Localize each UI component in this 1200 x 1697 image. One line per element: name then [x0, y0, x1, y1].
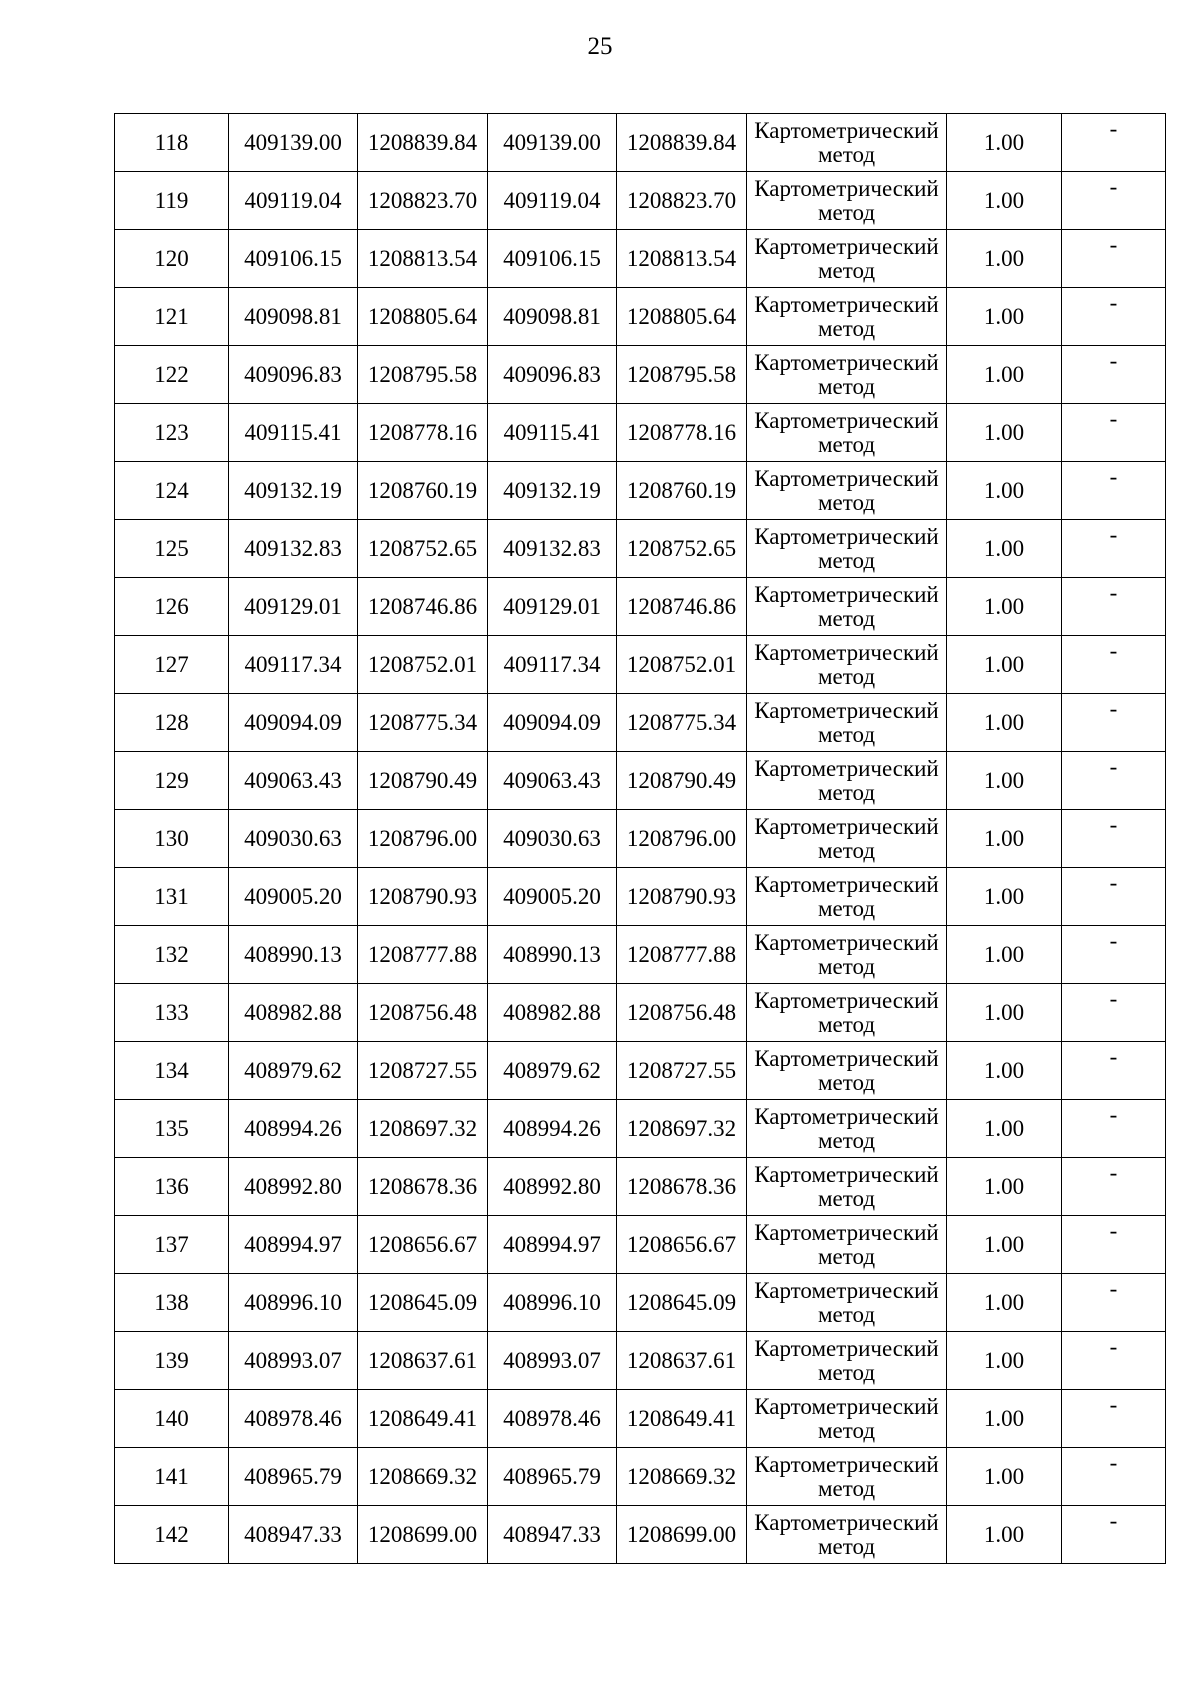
y-new-cell: 1208699.00	[617, 1506, 747, 1564]
method-line-2: метод	[817, 837, 876, 863]
y-new-cell: 1208839.84	[617, 114, 747, 172]
note-cell: -	[1062, 578, 1166, 636]
method-line-1: Картометрический	[754, 1277, 939, 1303]
table-body	[115, 114, 1166, 1564]
method-line-1: Картометрический	[754, 639, 939, 665]
method-cell	[747, 462, 947, 520]
x-new-cell: 409094.09	[488, 694, 617, 752]
y-existing-cell: 1208697.32	[358, 1100, 488, 1158]
x-new-cell: 409063.43	[488, 752, 617, 810]
y-new-cell: 1208796.00	[617, 810, 747, 868]
x-new-cell: 409129.01	[488, 578, 617, 636]
method-line-1: Картометрический	[754, 755, 939, 781]
x-existing-cell: 409063.43	[229, 752, 358, 810]
note-cell: -	[1062, 1042, 1166, 1100]
x-new-cell: 408979.62	[488, 1042, 617, 1100]
y-new-cell: 1208813.54	[617, 230, 747, 288]
point-number-cell: 128	[115, 694, 229, 752]
x-existing-cell: 408993.07	[229, 1332, 358, 1390]
table-row	[115, 1332, 1166, 1390]
method-line-1: Картометрический	[754, 1045, 939, 1071]
method-line-1: Картометрический	[754, 987, 939, 1013]
y-new-cell: 1208775.34	[617, 694, 747, 752]
x-existing-cell: 409005.20	[229, 868, 358, 926]
y-existing-cell: 1208752.65	[358, 520, 488, 578]
method-cell	[747, 520, 947, 578]
accuracy-cell: 1.00	[947, 172, 1062, 230]
method-line-1: Картометрический	[754, 291, 939, 317]
method-line-1: Картометрический	[754, 697, 939, 723]
point-number-cell: 132	[115, 926, 229, 984]
x-existing-cell: 409129.01	[229, 578, 358, 636]
table-row	[115, 1158, 1166, 1216]
method-line-2: метод	[817, 547, 876, 573]
method-line-2: метод	[817, 315, 876, 341]
point-number-cell: 136	[115, 1158, 229, 1216]
x-existing-cell: 408996.10	[229, 1274, 358, 1332]
accuracy-cell: 1.00	[947, 1506, 1062, 1564]
x-new-cell: 408965.79	[488, 1448, 617, 1506]
method-line-1: Картометрический	[754, 1509, 939, 1535]
accuracy-cell: 1.00	[947, 1158, 1062, 1216]
y-new-cell: 1208752.01	[617, 636, 747, 694]
x-new-cell: 408994.97	[488, 1216, 617, 1274]
y-existing-cell: 1208649.41	[358, 1390, 488, 1448]
y-new-cell: 1208678.36	[617, 1158, 747, 1216]
note-cell: -	[1062, 1216, 1166, 1274]
point-number-cell: 141	[115, 1448, 229, 1506]
note-cell: -	[1062, 230, 1166, 288]
point-number-cell: 121	[115, 288, 229, 346]
method-cell	[747, 868, 947, 926]
y-new-cell: 1208752.65	[617, 520, 747, 578]
point-number-cell: 120	[115, 230, 229, 288]
table-row	[115, 114, 1166, 172]
y-existing-cell: 1208790.49	[358, 752, 488, 810]
y-existing-cell: 1208813.54	[358, 230, 488, 288]
point-number-cell: 129	[115, 752, 229, 810]
x-new-cell: 409132.19	[488, 462, 617, 520]
x-existing-cell: 408978.46	[229, 1390, 358, 1448]
table-row	[115, 868, 1166, 926]
x-new-cell: 409117.34	[488, 636, 617, 694]
y-existing-cell: 1208752.01	[358, 636, 488, 694]
y-existing-cell: 1208637.61	[358, 1332, 488, 1390]
note-cell: -	[1062, 1100, 1166, 1158]
method-line-1: Картометрический	[754, 813, 939, 839]
table-row	[115, 1100, 1166, 1158]
y-existing-cell: 1208678.36	[358, 1158, 488, 1216]
x-existing-cell: 408990.13	[229, 926, 358, 984]
method-cell	[747, 926, 947, 984]
method-line-2: метод	[817, 1417, 876, 1443]
method-line-2: метод	[817, 1243, 876, 1269]
y-existing-cell: 1208805.64	[358, 288, 488, 346]
table-row	[115, 172, 1166, 230]
method-cell	[747, 230, 947, 288]
y-new-cell: 1208760.19	[617, 462, 747, 520]
x-new-cell: 408947.33	[488, 1506, 617, 1564]
method-line-2: метод	[817, 141, 876, 167]
table-row	[115, 462, 1166, 520]
point-number-cell: 137	[115, 1216, 229, 1274]
y-new-cell: 1208795.58	[617, 346, 747, 404]
point-number-cell: 138	[115, 1274, 229, 1332]
accuracy-cell: 1.00	[947, 984, 1062, 1042]
x-new-cell: 409139.00	[488, 114, 617, 172]
method-cell	[747, 404, 947, 462]
method-line-2: метод	[817, 257, 876, 283]
x-existing-cell: 409115.41	[229, 404, 358, 462]
accuracy-cell: 1.00	[947, 1216, 1062, 1274]
method-line-1: Картометрический	[754, 1451, 939, 1477]
table-row	[115, 752, 1166, 810]
method-cell	[747, 578, 947, 636]
x-new-cell: 408982.88	[488, 984, 617, 1042]
accuracy-cell: 1.00	[947, 520, 1062, 578]
table-row	[115, 636, 1166, 694]
method-line-1: Картометрический	[754, 1219, 939, 1245]
x-existing-cell: 409030.63	[229, 810, 358, 868]
accuracy-cell: 1.00	[947, 404, 1062, 462]
y-new-cell: 1208656.67	[617, 1216, 747, 1274]
method-cell	[747, 1274, 947, 1332]
x-existing-cell: 409117.34	[229, 636, 358, 694]
method-cell	[747, 1216, 947, 1274]
method-line-1: Картометрический	[754, 581, 939, 607]
method-line-2: метод	[817, 953, 876, 979]
point-number-cell: 123	[115, 404, 229, 462]
y-new-cell: 1208649.41	[617, 1390, 747, 1448]
point-number-cell: 140	[115, 1390, 229, 1448]
method-cell	[747, 1042, 947, 1100]
note-cell: -	[1062, 1332, 1166, 1390]
accuracy-cell: 1.00	[947, 1274, 1062, 1332]
y-new-cell: 1208746.86	[617, 578, 747, 636]
note-cell: -	[1062, 1274, 1166, 1332]
method-line-2: метод	[817, 1069, 876, 1095]
x-existing-cell: 408947.33	[229, 1506, 358, 1564]
table-row	[115, 520, 1166, 578]
table-row	[115, 1274, 1166, 1332]
y-new-cell: 1208669.32	[617, 1448, 747, 1506]
y-new-cell: 1208823.70	[617, 172, 747, 230]
accuracy-cell: 1.00	[947, 1100, 1062, 1158]
accuracy-cell: 1.00	[947, 114, 1062, 172]
method-line-2: метод	[817, 1359, 876, 1385]
y-new-cell: 1208778.16	[617, 404, 747, 462]
method-cell	[747, 810, 947, 868]
y-existing-cell: 1208823.70	[358, 172, 488, 230]
method-cell	[747, 172, 947, 230]
method-cell	[747, 1158, 947, 1216]
method-line-1: Картометрический	[754, 929, 939, 955]
y-existing-cell: 1208756.48	[358, 984, 488, 1042]
x-new-cell: 409115.41	[488, 404, 617, 462]
point-number-cell: 130	[115, 810, 229, 868]
point-number-cell: 127	[115, 636, 229, 694]
point-number-cell: 134	[115, 1042, 229, 1100]
method-line-2: метод	[817, 373, 876, 399]
x-existing-cell: 409139.00	[229, 114, 358, 172]
method-line-1: Картометрический	[754, 1393, 939, 1419]
y-existing-cell: 1208645.09	[358, 1274, 488, 1332]
table-row	[115, 1042, 1166, 1100]
method-line-2: метод	[817, 1185, 876, 1211]
table-row	[115, 1448, 1166, 1506]
table-row	[115, 230, 1166, 288]
x-existing-cell: 408965.79	[229, 1448, 358, 1506]
note-cell: -	[1062, 810, 1166, 868]
x-existing-cell: 409106.15	[229, 230, 358, 288]
table-row	[115, 1390, 1166, 1448]
method-line-2: метод	[817, 199, 876, 225]
accuracy-cell: 1.00	[947, 1390, 1062, 1448]
method-line-2: метод	[817, 779, 876, 805]
method-line-2: метод	[817, 605, 876, 631]
method-line-2: метод	[817, 721, 876, 747]
accuracy-cell: 1.00	[947, 462, 1062, 520]
method-line-1: Картометрический	[754, 349, 939, 375]
x-existing-cell: 409096.83	[229, 346, 358, 404]
method-cell	[747, 346, 947, 404]
method-cell	[747, 752, 947, 810]
method-line-2: метод	[817, 489, 876, 515]
point-number-cell: 119	[115, 172, 229, 230]
table-row	[115, 1216, 1166, 1274]
point-number-cell: 133	[115, 984, 229, 1042]
y-new-cell: 1208756.48	[617, 984, 747, 1042]
y-new-cell: 1208790.93	[617, 868, 747, 926]
x-new-cell: 408990.13	[488, 926, 617, 984]
y-existing-cell: 1208699.00	[358, 1506, 488, 1564]
x-new-cell: 408996.10	[488, 1274, 617, 1332]
x-existing-cell: 409132.19	[229, 462, 358, 520]
method-cell	[747, 1390, 947, 1448]
point-number-cell: 142	[115, 1506, 229, 1564]
note-cell: -	[1062, 1158, 1166, 1216]
accuracy-cell: 1.00	[947, 230, 1062, 288]
y-new-cell: 1208727.55	[617, 1042, 747, 1100]
y-existing-cell: 1208839.84	[358, 114, 488, 172]
method-line-2: метод	[817, 431, 876, 457]
note-cell: -	[1062, 694, 1166, 752]
method-line-2: метод	[817, 663, 876, 689]
y-existing-cell: 1208777.88	[358, 926, 488, 984]
coordinates-table	[114, 113, 1166, 1564]
y-existing-cell: 1208778.16	[358, 404, 488, 462]
x-new-cell: 409030.63	[488, 810, 617, 868]
accuracy-cell: 1.00	[947, 868, 1062, 926]
method-line-1: Картометрический	[754, 175, 939, 201]
point-number-cell: 124	[115, 462, 229, 520]
accuracy-cell: 1.00	[947, 810, 1062, 868]
accuracy-cell: 1.00	[947, 578, 1062, 636]
table-row	[115, 810, 1166, 868]
y-existing-cell: 1208727.55	[358, 1042, 488, 1100]
table-row	[115, 926, 1166, 984]
x-existing-cell: 408994.97	[229, 1216, 358, 1274]
x-existing-cell: 409132.83	[229, 520, 358, 578]
method-cell	[747, 114, 947, 172]
page-number: 25	[587, 33, 613, 60]
point-number-cell: 131	[115, 868, 229, 926]
point-number-cell: 125	[115, 520, 229, 578]
method-line-1: Картометрический	[754, 1335, 939, 1361]
method-cell	[747, 1100, 947, 1158]
method-line-1: Картометрический	[754, 1103, 939, 1129]
table-row	[115, 984, 1166, 1042]
y-existing-cell: 1208795.58	[358, 346, 488, 404]
accuracy-cell: 1.00	[947, 288, 1062, 346]
table-row	[115, 578, 1166, 636]
accuracy-cell: 1.00	[947, 346, 1062, 404]
note-cell: -	[1062, 984, 1166, 1042]
y-existing-cell: 1208760.19	[358, 462, 488, 520]
method-cell	[747, 288, 947, 346]
note-cell: -	[1062, 1506, 1166, 1564]
method-line-2: метод	[817, 1533, 876, 1559]
x-existing-cell: 409119.04	[229, 172, 358, 230]
method-cell	[747, 1332, 947, 1390]
method-cell	[747, 984, 947, 1042]
table-row	[115, 288, 1166, 346]
table-row	[115, 1506, 1166, 1564]
method-line-2: метод	[817, 895, 876, 921]
method-line-1: Картометрический	[754, 233, 939, 259]
note-cell: -	[1062, 114, 1166, 172]
note-cell: -	[1062, 1390, 1166, 1448]
y-existing-cell: 1208656.67	[358, 1216, 488, 1274]
table-row	[115, 404, 1166, 462]
method-line-2: метод	[817, 1011, 876, 1037]
x-existing-cell: 409098.81	[229, 288, 358, 346]
method-line-2: метод	[817, 1475, 876, 1501]
method-cell	[747, 1506, 947, 1564]
note-cell: -	[1062, 752, 1166, 810]
note-cell: -	[1062, 636, 1166, 694]
point-number-cell: 126	[115, 578, 229, 636]
y-existing-cell: 1208669.32	[358, 1448, 488, 1506]
note-cell: -	[1062, 462, 1166, 520]
note-cell: -	[1062, 520, 1166, 578]
method-line-1: Картометрический	[754, 407, 939, 433]
y-new-cell: 1208645.09	[617, 1274, 747, 1332]
method-cell	[747, 1448, 947, 1506]
method-cell	[747, 636, 947, 694]
note-cell: -	[1062, 868, 1166, 926]
y-new-cell: 1208697.32	[617, 1100, 747, 1158]
method-line-1: Картометрический	[754, 523, 939, 549]
x-existing-cell: 409094.09	[229, 694, 358, 752]
x-new-cell: 409096.83	[488, 346, 617, 404]
accuracy-cell: 1.00	[947, 1332, 1062, 1390]
note-cell: -	[1062, 346, 1166, 404]
x-new-cell: 408994.26	[488, 1100, 617, 1158]
x-new-cell: 408993.07	[488, 1332, 617, 1390]
method-line-1: Картометрический	[754, 117, 939, 143]
method-line-1: Картометрический	[754, 465, 939, 491]
x-new-cell: 409098.81	[488, 288, 617, 346]
y-existing-cell: 1208775.34	[358, 694, 488, 752]
method-line-1: Картометрический	[754, 871, 939, 897]
point-number-cell: 122	[115, 346, 229, 404]
method-cell	[747, 694, 947, 752]
x-new-cell: 409119.04	[488, 172, 617, 230]
accuracy-cell: 1.00	[947, 752, 1062, 810]
x-new-cell: 409106.15	[488, 230, 617, 288]
y-new-cell: 1208637.61	[617, 1332, 747, 1390]
note-cell: -	[1062, 1448, 1166, 1506]
accuracy-cell: 1.00	[947, 1042, 1062, 1100]
point-number-cell: 118	[115, 114, 229, 172]
table-row	[115, 694, 1166, 752]
x-existing-cell: 408992.80	[229, 1158, 358, 1216]
accuracy-cell: 1.00	[947, 636, 1062, 694]
x-existing-cell: 408982.88	[229, 984, 358, 1042]
x-existing-cell: 408994.26	[229, 1100, 358, 1158]
method-line-1: Картометрический	[754, 1161, 939, 1187]
y-new-cell: 1208790.49	[617, 752, 747, 810]
y-existing-cell: 1208746.86	[358, 578, 488, 636]
note-cell: -	[1062, 172, 1166, 230]
table-row	[115, 346, 1166, 404]
accuracy-cell: 1.00	[947, 694, 1062, 752]
accuracy-cell: 1.00	[947, 926, 1062, 984]
method-line-2: метод	[817, 1127, 876, 1153]
y-new-cell: 1208777.88	[617, 926, 747, 984]
note-cell: -	[1062, 926, 1166, 984]
point-number-cell: 135	[115, 1100, 229, 1158]
x-new-cell: 408992.80	[488, 1158, 617, 1216]
x-new-cell: 409132.83	[488, 520, 617, 578]
note-cell: -	[1062, 288, 1166, 346]
y-existing-cell: 1208790.93	[358, 868, 488, 926]
accuracy-cell: 1.00	[947, 1448, 1062, 1506]
note-cell: -	[1062, 404, 1166, 462]
y-new-cell: 1208805.64	[617, 288, 747, 346]
x-existing-cell: 408979.62	[229, 1042, 358, 1100]
x-new-cell: 408978.46	[488, 1390, 617, 1448]
x-new-cell: 409005.20	[488, 868, 617, 926]
point-number-cell: 139	[115, 1332, 229, 1390]
method-line-2: метод	[817, 1301, 876, 1327]
y-existing-cell: 1208796.00	[358, 810, 488, 868]
